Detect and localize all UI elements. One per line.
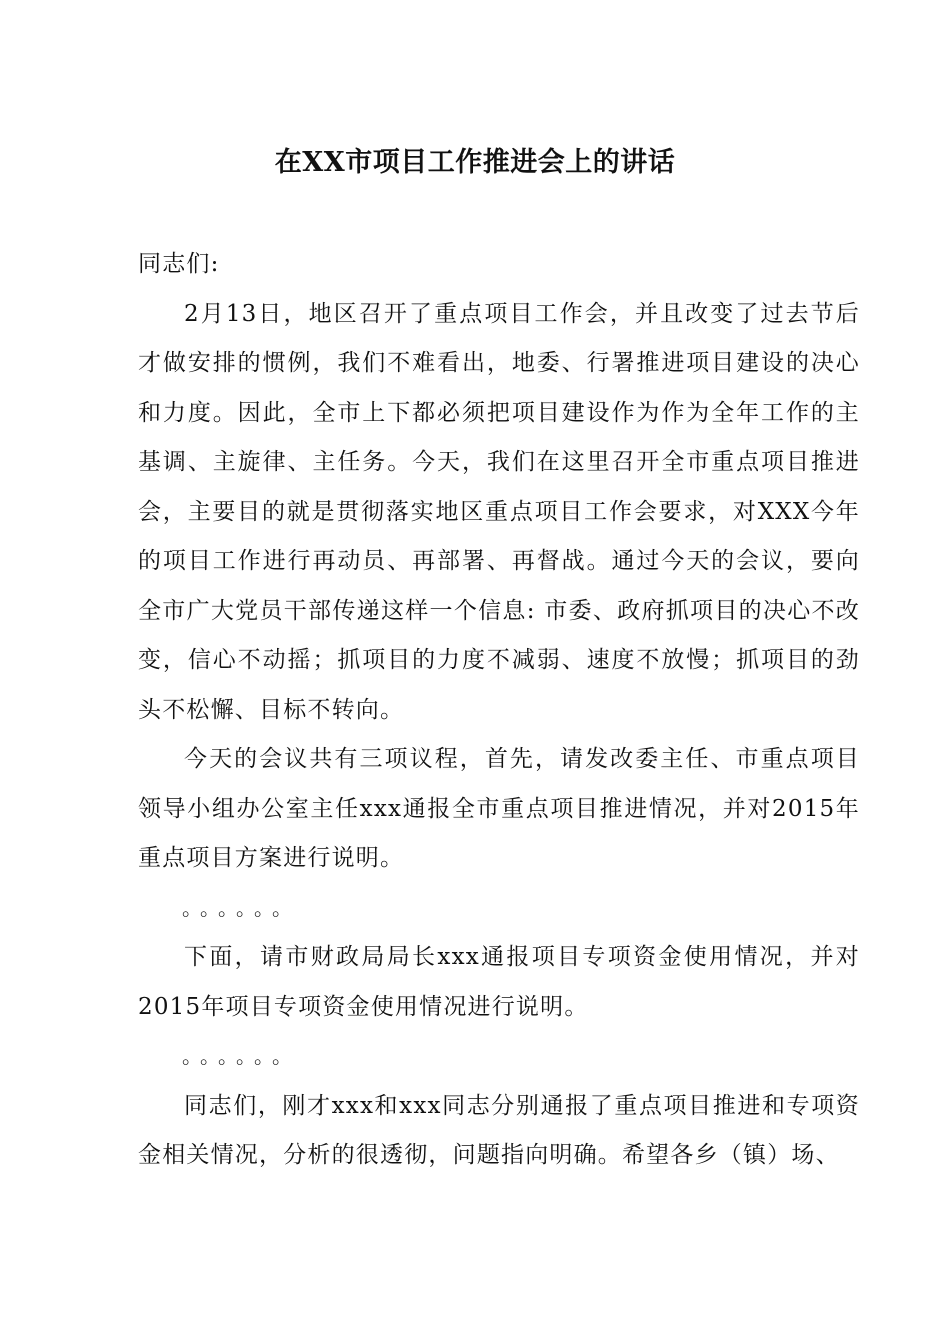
- paragraph-agenda: 今天的会议共有三项议程，首先，请发改委主任、市重点项目领导小组办公室主任xxx通报全市重点项目推进情况，并对2015年重点项目方案进行说明。: [138, 746, 860, 871]
- ellipsis-separator: 。。。。。。: [182, 895, 300, 920]
- paragraph-closing: 同志们，刚才xxx和xxx同志分别通报了重点项目推进和专项资金相关情况，分析的很透彻，问题指向明确。希望各乡（镇）场、: [138, 1092, 860, 1168]
- ellipsis-row: [138, 1032, 860, 1082]
- ellipsis-row: [138, 884, 860, 934]
- salutation: 同志们:: [138, 251, 220, 277]
- document-title: 在XX市项目工作推进会上的讲话: [274, 147, 676, 178]
- paragraph-finance: 下面，请市财政局局长xxx通报项目专项资金使用情况，并对2015年项目专项资金使用情况进行说明。: [138, 944, 860, 1020]
- document-body: [138, 240, 860, 1181]
- paragraph-opening: 2月13日，地区召开了重点项目工作会，并且改变了过去节后才做安排的惯例，我们不难看出，地委、行署推进项目建设的决心和力度。因此，全市上下都必须把项目建设作为作为全年工作的主基调、主旋律、主任务。今天，我们在这里召开全市重点项目推进会，主要目的就是贯彻落实地区重点项目工作会要求，对XXX今年的项目工作进行再动员、再部署、再督战。通过今天的会议，要向全市广大党员干部传递这样一个信息: 市委、政府抓项目的决心不改变，信心不动摇；抓项目的力度不减弱、速度不放慢；抓项目的劲头不松懈、目标不转向。: [138, 300, 860, 723]
- ellipsis-separator: 。。。。。。: [182, 1044, 300, 1068]
